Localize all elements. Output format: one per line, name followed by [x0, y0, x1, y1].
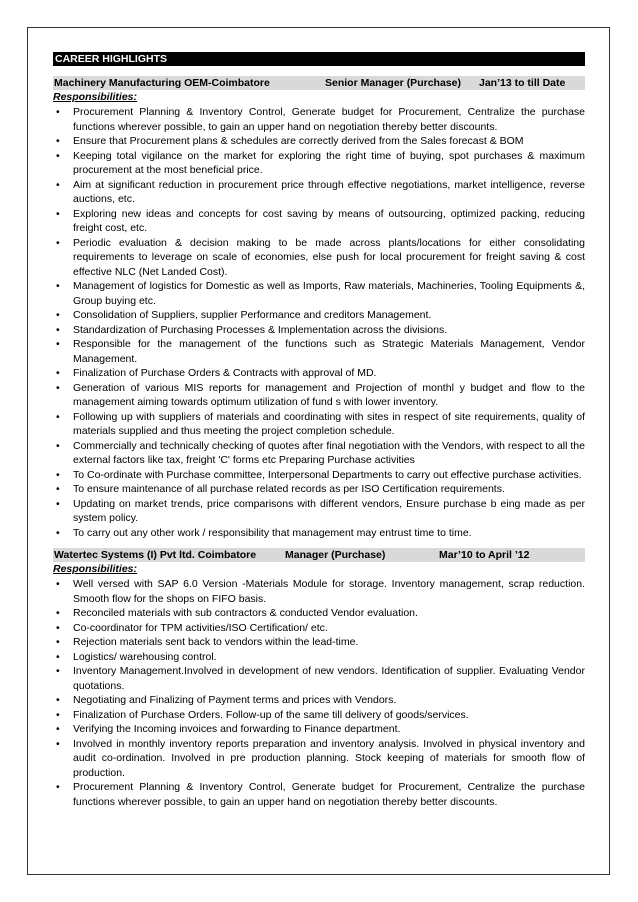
- list-item: • Procurement Planning & Inventory Control, Generate budget for Procurement, Centralize the purchase functions wherever possible, to gain an upper hand on negotiation thereby better discounts.: [53, 105, 585, 134]
- company-name: Machinery Manufacturing OEM-Coimbatore: [54, 77, 270, 89]
- job-period: Jan’13 to till Date: [479, 77, 566, 89]
- company-name: Watertec Systems (I) Pvt ltd. Coimbatore: [54, 549, 257, 561]
- list-item: • Reconciled materials with sub contractors & conducted Vendor evaluation.: [53, 606, 585, 621]
- list-item: • Generation of various MIS reports for management and Projection of monthl y budget and flow to the management aiming towards optimum utilization of fund s with lower inventory.: [53, 381, 585, 410]
- list-item: • Commercially and technically checking of quotes after final negotiation with the Vendors, with respect to all the external factors like tax, freight 'C' forms etc Preparing Purchase activities: [53, 439, 585, 468]
- list-item: • Management of logistics for Domestic as well as Imports, Raw materials, Machineries, Tooling Equipments &, Group buying etc.: [53, 279, 585, 308]
- list-item: • Logistics/ warehousing control.: [53, 650, 585, 665]
- list-item: • Updating on market trends, price comparisons with different vendors, Ensure purchase b eing made as per system policy.: [53, 497, 585, 526]
- job-entry-2: [53, 548, 585, 809]
- list-item: • Periodic evaluation & decision making to be made across plants/locations for either consolidating requirements to leverage on scale of economies, else push for local procurement for freight saving & cost effective NLC (Net Landed Cost).: [53, 236, 585, 280]
- job-period: Mar’10 to April ’12: [439, 549, 530, 561]
- list-item: • Involved in monthly inventory reports preparation and inventory analysis. Involved in physical inventory and audit co-ordination. Involved in pre production planning. Stock keeping of materials for smooth flow of production.: [53, 737, 585, 781]
- list-item: • Negotiating and Finalizing of Payment terms and prices with Vendors.: [53, 693, 585, 708]
- list-item: • Inventory Management.Involved in development of new vendors. Identification of supplier. Evaluating Vendor quotations.: [53, 664, 585, 693]
- list-item: • To carry out any other work / responsibility that management may entrust time to time.: [53, 526, 585, 541]
- responsibilities-list: [53, 105, 585, 540]
- job-header: [53, 548, 585, 562]
- responsibilities-list: [53, 577, 585, 809]
- list-item: • Following up with suppliers of materials and coordinating with sites in respect of site requirements, quality of materials supplied and thus meeting the project completion schedule.: [53, 410, 585, 439]
- job-position: Manager (Purchase): [285, 549, 386, 561]
- resume-content: [53, 52, 585, 809]
- job-entry-1: [53, 76, 585, 540]
- job-position: Senior Manager (Purchase): [325, 77, 461, 89]
- list-item: • Exploring new ideas and concepts for cost saving by means of outsourcing, optimized packing, reducing freight cost, etc.: [53, 207, 585, 236]
- list-item: • Standardization of Purchasing Processes & Implementation across the divisions.: [53, 323, 585, 338]
- responsibilities-label: Responsibilities:: [53, 91, 138, 103]
- section-title: CAREER HIGHLIGHTS: [53, 52, 585, 66]
- list-item: • Finalization of Purchase Orders. Follow-up of the same till delivery of goods/services.: [53, 708, 585, 723]
- list-item: • Verifying the Incoming invoices and forwarding to Finance department.: [53, 722, 585, 737]
- list-item: • Keeping total vigilance on the market for exploring the right time of buying, spot purchases & maximum procurement at the most beneficial price.: [53, 149, 585, 178]
- list-item: • Consolidation of Suppliers, supplier Performance and creditors Management.: [53, 308, 585, 323]
- list-item: • To Co-ordinate with Purchase committee, Interpersonal Departments to carry out effective purchase activities.: [53, 468, 585, 483]
- list-item: • Responsible for the management of the functions such as Strategic Materials Management, Vendor Management.: [53, 337, 585, 366]
- list-item: • To ensure maintenance of all purchase related records as per ISO Certification requirements.: [53, 482, 585, 497]
- list-item: • Procurement Planning & Inventory Control, Generate budget for Procurement, Centralize the purchase functions wherever possible, to gain an upper hand on negotiation thereby better discounts.: [53, 780, 585, 809]
- list-item: • Ensure that Procurement plans & schedules are correctly derived from the Sales forecast & BOM: [53, 134, 585, 149]
- job-header: [53, 76, 585, 90]
- list-item: • Rejection materials sent back to vendors within the lead-time.: [53, 635, 585, 650]
- list-item: • Aim at significant reduction in procurement price through effective negotiations, market intelligence, reverse auctions, etc.: [53, 178, 585, 207]
- list-item: • Finalization of Purchase Orders & Contracts with approval of MD.: [53, 366, 585, 381]
- responsibilities-label: Responsibilities:: [53, 563, 138, 575]
- list-item: • Co-coordinator for TPM activities/ISO Certification/ etc.: [53, 621, 585, 636]
- list-item: • Well versed with SAP 6.0 Version -Materials Module for storage. Inventory management, scrap reduction. Smooth flow for the shops on FIFO basis.: [53, 577, 585, 606]
